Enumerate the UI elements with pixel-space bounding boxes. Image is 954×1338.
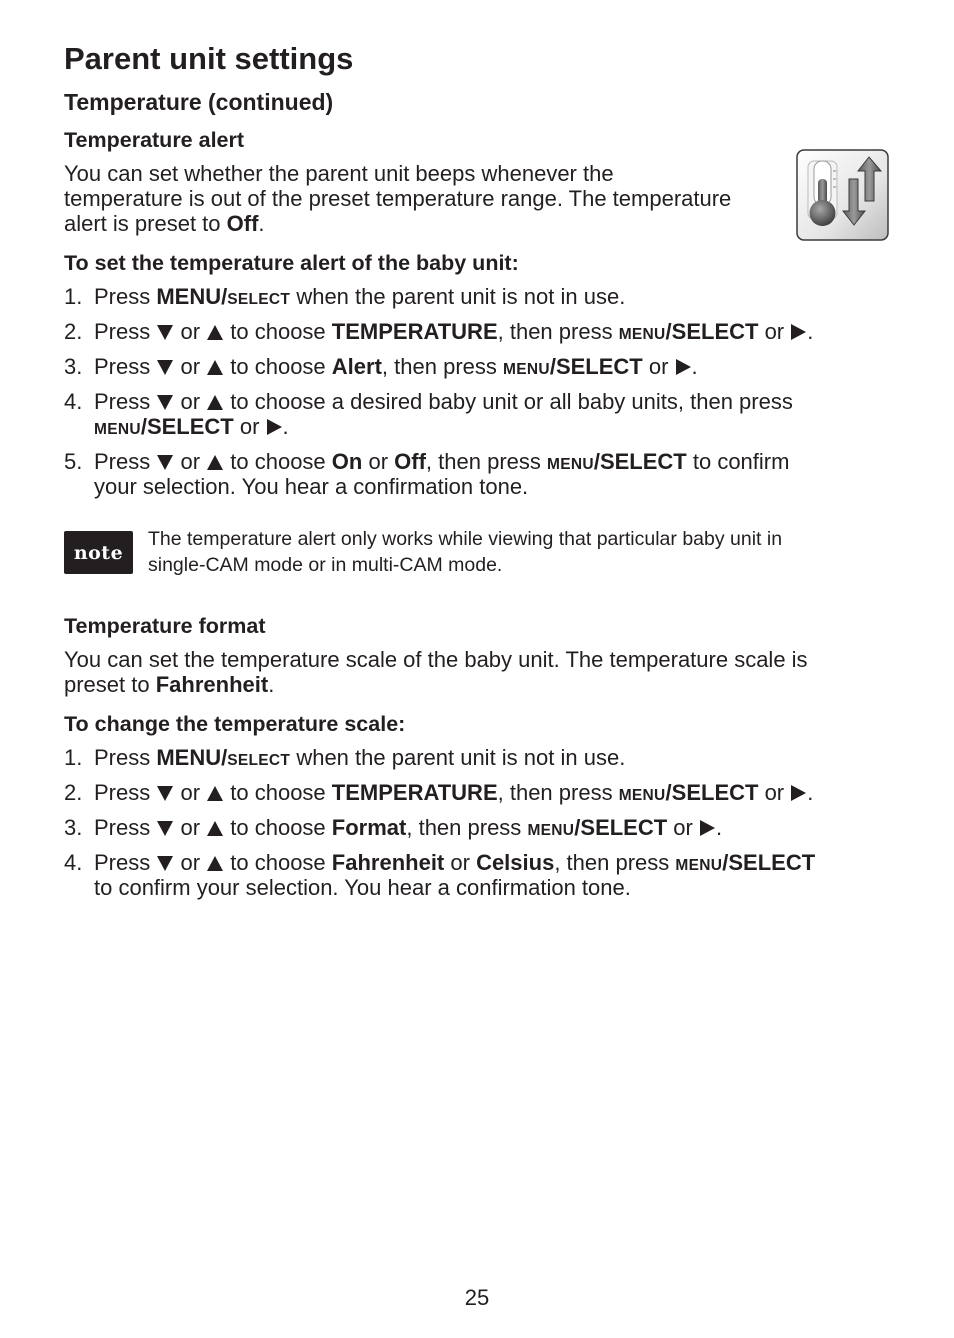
up-arrow-icon — [207, 856, 223, 871]
format-paragraph-line-2: preset to Fahrenheit. — [64, 672, 275, 697]
list-item: 4. Press or to choose Fahrenheit or Celsius, then press MENU/SELECT to confirm your selection. You hear a confirmation tone. — [64, 850, 816, 900]
up-arrow-icon — [207, 395, 223, 410]
up-arrow-icon — [207, 786, 223, 801]
alert-paragraph-line-2: temperature is out of the preset temperature range. The temperature — [64, 186, 732, 211]
thermometer-up-down-icon — [796, 149, 889, 241]
list-item: 2. Press or to choose TEMPERATURE, then press MENU/SELECT or . — [64, 319, 814, 344]
alert-paragraph-line-3: alert is preset to Off. — [64, 211, 265, 236]
up-arrow-icon — [207, 360, 223, 375]
note-badge: note — [64, 531, 133, 574]
down-arrow-icon — [157, 455, 173, 470]
up-arrow-icon — [207, 455, 223, 470]
list-item: 3. Press or to choose Alert, then press MENU/SELECT or . — [64, 354, 698, 379]
down-arrow-icon — [157, 786, 173, 801]
right-arrow-icon — [791, 785, 806, 801]
list-item: 1. Press MENU/SELECT when the parent unit is not in use. — [64, 284, 626, 309]
down-arrow-icon — [157, 395, 173, 410]
format-paragraph-line-1: You can set the temperature scale of the baby unit. The temperature scale is — [64, 647, 808, 672]
right-arrow-icon — [267, 419, 282, 435]
down-arrow-icon — [157, 325, 173, 340]
section-heading: Temperature (continued) — [64, 89, 334, 115]
right-arrow-icon — [676, 359, 691, 375]
alert-steps-heading: To set the temperature alert of the baby unit: — [64, 251, 519, 275]
up-arrow-icon — [207, 821, 223, 836]
right-arrow-icon — [791, 324, 806, 340]
note-text: The temperature alert only works while viewing that particular baby unit in single-CAM mode or in multi-CAM mode. — [148, 528, 783, 576]
down-arrow-icon — [157, 821, 173, 836]
up-arrow-icon — [207, 325, 223, 340]
page-title: Parent unit settings — [64, 41, 354, 76]
page-number: 25 — [464, 1285, 490, 1310]
down-arrow-icon — [157, 856, 173, 871]
list-item: 1. Press MENU/SELECT when the parent unit is not in use. — [64, 745, 626, 770]
list-item: 4. Press or to choose a desired baby unit or all baby units, then press MENU/SELECT or . — [64, 389, 793, 439]
right-arrow-icon — [700, 820, 715, 836]
list-item: 2. Press or to choose TEMPERATURE, then press MENU/SELECT or . — [64, 780, 814, 805]
down-arrow-icon — [157, 360, 173, 375]
list-item: 3. Press or to choose Format, then press MENU/SELECT or . — [64, 815, 723, 840]
temperature-alert-heading: Temperature alert — [64, 128, 245, 152]
alert-paragraph-line-1: You can set whether the parent unit beeps whenever the — [64, 161, 614, 186]
temperature-format-heading: Temperature format — [64, 614, 266, 638]
list-item: 5. Press or to choose On or Off, then press MENU/SELECT to confirm your selection. You hear a confirmation tone. — [64, 449, 790, 499]
format-steps-heading: To change the temperature scale: — [64, 712, 406, 736]
